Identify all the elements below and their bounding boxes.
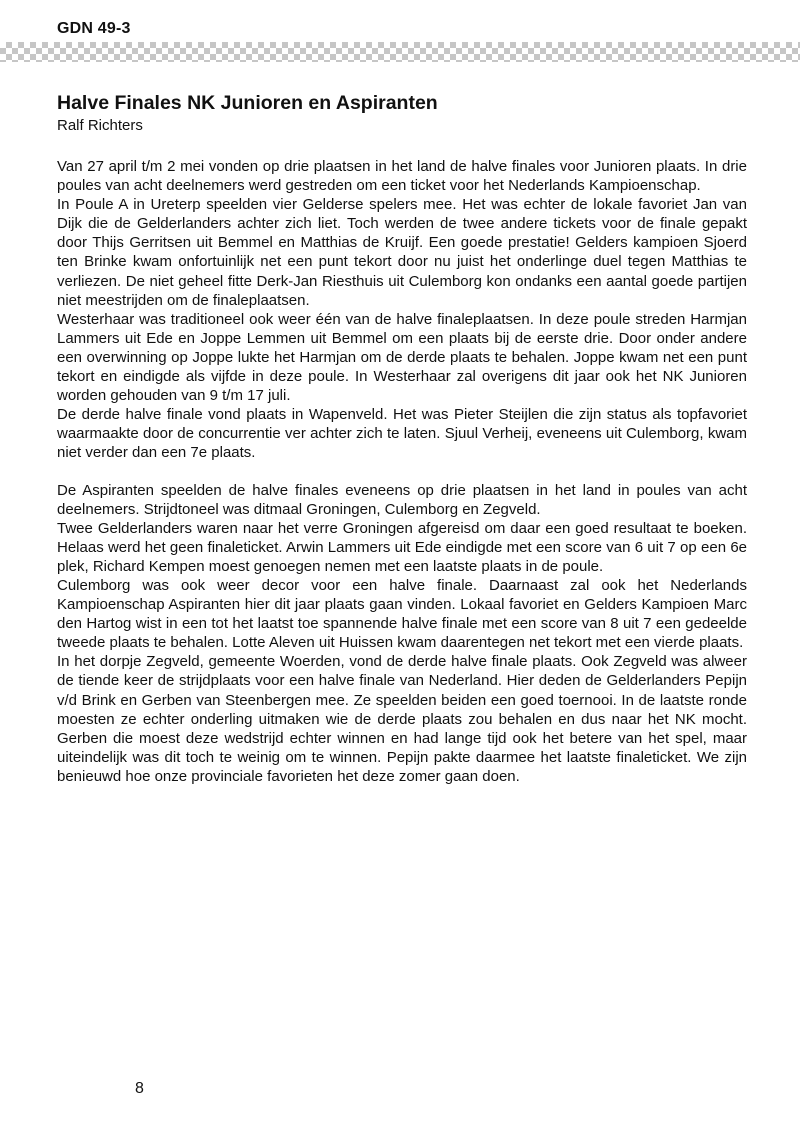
paragraph: Twee Gelderlanders waren naar het verre Groningen afgereisd om daar een goed resultaat te boeken. Helaas werd het geen finaleticket. Arwin Lammers uit Ede eindigde met een score van 6 uit 7 op een 6e plek, Richard Kempen moest genoegen nemen met een laatste plaats in de poule. <box>57 519 747 575</box>
paragraph: In Poule A in Ureterp speelden vier Gelderse spelers mee. Het was echter de lokale favoriet Jan van Dijk die de Gelderlanders achter zich liet. Toch werden de twee andere tickets voor de finale gepakt door Thijs Gerritsen uit Bemmel en Matthias de Kruijf. Een goede prestatie! Gelders kampioen Sjoerd ten Brinke kwam onfortuinlijk net een punt tekort door nu juist het onderlinge duel tegen Matthias te verliezen. De niet geheel fitte Derk-Jan Riesthuis uit Culemborg kon ondanks een aantal goede partijen niet meestrijden om de finaleplaatsen. <box>57 196 747 309</box>
paragraph: Culemborg was ook weer decor voor een halve finale. Daarnaast zal ook het Nederlands Kampioenschap Aspiranten hier dit jaar plaats gaan vinden. Lokaal favoriet en Gelders Kampioen Marc den Hartog wist in een tot het laatst toe spannende halve finale met een score van 8 uit 7 een gedeelde tweede plaats te behalen. Lotte Aleven uit Huissen kwam daarentegen net tekort met een vierde plaats. <box>57 576 747 652</box>
paragraph: In het dorpje Zegveld, gemeente Woerden, vond de derde halve finale plaats. Ook Zegveld was alweer de tiende keer de strijdplaats voor een halve finale van Nederland. Hier deden de Gelderlanders Pepijn v/d Brink en Gerben van Steenbergen mee. Ze speelden beiden een goed toernooi. In de laatste ronde moesten ze echter onderling uitmaken wie de derde plaats zou behalen en dus naar het NK mocht. Gerben die moest deze wedstrijd echter winnen en had lange tijd ook het betere van het spel, maar uiteindelijk was dit toch te weinig om te winnen. Pepijn pakte daarmee het laatste finaleticket. We zijn benieuwd hoe onze provinciale favorieten het deze zomer gaan doen. <box>57 653 747 785</box>
paragraph: De derde halve finale vond plaats in Wapenveld. Het was Pieter Steijlen die zijn status als topfavoriet waarmaakte door de concurrentie ver achter zich te laten. Sjuul Verheij, eveneens uit Culemborg, kwam niet verder dan een 7e plaats. <box>57 406 747 462</box>
paragraph: Van 27 april t/m 2 mei vonden op drie plaatsen in het land de halve finales voor Junioren plaats. In drie poules van acht deelnemers werd gestreden om een ticket voor het Nederlands Kampioenschap. <box>57 158 747 195</box>
checkered-banner <box>0 42 800 62</box>
article-body <box>57 157 747 786</box>
issue-code: GDN 49-3 <box>57 20 131 37</box>
page-number: 8 <box>135 1080 144 1097</box>
article-title: Halve Finales NK Junioren en Aspiranten <box>57 92 438 114</box>
article <box>57 90 747 786</box>
paragraph: Westerhaar was traditioneel ook weer één van de halve finaleplaatsen. In deze poule streden Harmjan Lammers uit Ede en Joppe Lemmen uit Bemmel om een plaats bij de eerste drie. Door onder andere een overwinning op Joppe lukte het Harmjan om de derde plaats te behalen. Joppe kwam net een punt tekort en eindigde als vijfde in deze poule. In Westerhaar zal overigens dit jaar ook het NK Junioren worden gehouden van 9 t/m 17 juli. <box>57 310 747 405</box>
paragraph: De Aspiranten speelden de halve finales eveneens op drie plaatsen in het land in poules van acht deelnemers. Strijdtoneel was ditmaal Groningen, Culemborg en Zegveld. <box>57 481 747 518</box>
article-author: Ralf Richters <box>57 117 143 134</box>
